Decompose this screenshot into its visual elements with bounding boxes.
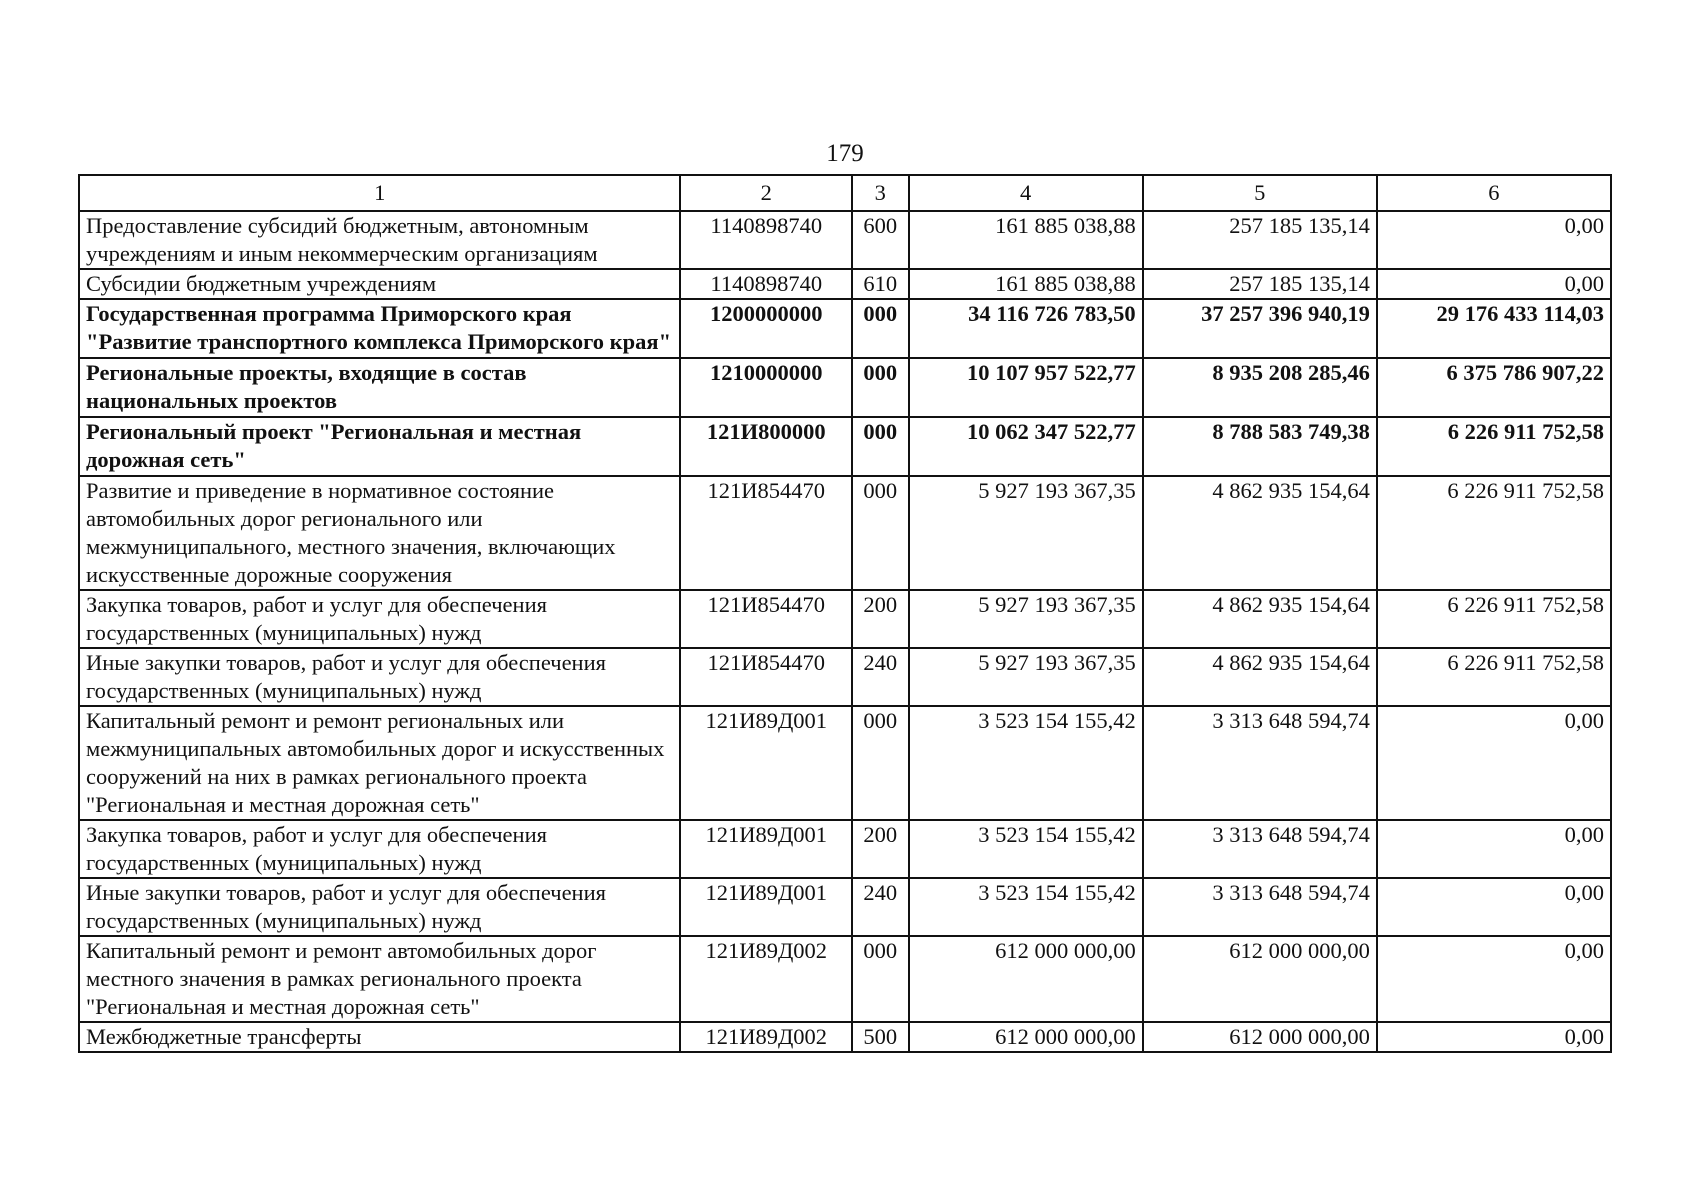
- row-amount-5-cell: 3 313 648 594,74: [1143, 820, 1377, 878]
- row-amount-4-cell: 161 885 038,88: [909, 211, 1143, 269]
- row-type-cell: 000: [852, 476, 909, 590]
- row-amount-6-cell: 6 226 911 752,58: [1377, 476, 1611, 590]
- row-amount-4-cell: 34 116 726 783,50: [909, 299, 1143, 358]
- row-amount-5-cell: 257 185 135,14: [1143, 269, 1377, 299]
- row-type-cell: 240: [852, 878, 909, 936]
- table-row: [79, 269, 1611, 299]
- row-amount-4-cell: 10 107 957 522,77: [909, 358, 1143, 417]
- row-type-cell: 610: [852, 269, 909, 299]
- row-amount-4-cell: 5 927 193 367,35: [909, 648, 1143, 706]
- row-amount-5-cell: 8 788 583 749,38: [1143, 417, 1377, 476]
- row-amount-4-cell: 612 000 000,00: [909, 936, 1143, 1022]
- row-amount-5-cell: 612 000 000,00: [1143, 936, 1377, 1022]
- row-type-cell: 000: [852, 706, 909, 820]
- row-name-cell: Региональный проект "Региональная и местная дорожная сеть": [79, 417, 680, 476]
- row-amount-5-cell: 4 862 935 154,64: [1143, 648, 1377, 706]
- row-amount-6-cell: 0,00: [1377, 1022, 1611, 1052]
- row-code-cell: 121И89Д001: [680, 820, 852, 878]
- row-type-cell: 000: [852, 358, 909, 417]
- row-amount-4-cell: 3 523 154 155,42: [909, 706, 1143, 820]
- row-code-cell: 1140898740: [680, 269, 852, 299]
- row-amount-6-cell: 6 226 911 752,58: [1377, 417, 1611, 476]
- column-header-code: 2: [680, 175, 852, 211]
- row-name-cell: Капитальный ремонт и ремонт региональных или межмуниципальных автомобильных дорог и искусственных сооружений на них в рамках регионального проекта "Региональная и местная дорожная сеть": [79, 706, 680, 820]
- row-type-cell: 000: [852, 936, 909, 1022]
- row-amount-5-cell: 3 313 648 594,74: [1143, 878, 1377, 936]
- row-amount-6-cell: 6 375 786 907,22: [1377, 358, 1611, 417]
- row-amount-5-cell: 37 257 396 940,19: [1143, 299, 1377, 358]
- row-amount-6-cell: 29 176 433 114,03: [1377, 299, 1611, 358]
- row-amount-4-cell: 5 927 193 367,35: [909, 476, 1143, 590]
- row-code-cell: 121И854470: [680, 476, 852, 590]
- row-name-cell: Субсидии бюджетным учреждениям: [79, 269, 680, 299]
- row-code-cell: 121И854470: [680, 648, 852, 706]
- row-name-cell: Закупка товаров, работ и услуг для обеспечения государственных (муниципальных) нужд: [79, 820, 680, 878]
- row-name-cell: Иные закупки товаров, работ и услуг для обеспечения государственных (муниципальных) нужд: [79, 878, 680, 936]
- row-amount-6-cell: 0,00: [1377, 706, 1611, 820]
- page-number: 179: [826, 140, 864, 167]
- row-amount-6-cell: 0,00: [1377, 878, 1611, 936]
- row-amount-6-cell: 0,00: [1377, 820, 1611, 878]
- row-amount-4-cell: 612 000 000,00: [909, 1022, 1143, 1052]
- row-amount-6-cell: 0,00: [1377, 936, 1611, 1022]
- table-row: [79, 648, 1611, 706]
- column-header-amount-6: 6: [1377, 175, 1611, 211]
- row-name-cell: Иные закупки товаров, работ и услуг для обеспечения государственных (муниципальных) нужд: [79, 648, 680, 706]
- row-name-cell: Капитальный ремонт и ремонт автомобильных дорог местного значения в рамках регионального проекта "Региональная и местная дорожная сеть": [79, 936, 680, 1022]
- table-row: [79, 476, 1611, 590]
- row-name-cell: Предоставление субсидий бюджетным, автономным учреждениям и иным некоммерческим организациям: [79, 211, 680, 269]
- row-amount-6-cell: 6 226 911 752,58: [1377, 648, 1611, 706]
- row-name-cell: Региональные проекты, входящие в состав национальных проектов: [79, 358, 680, 417]
- row-type-cell: 200: [852, 590, 909, 648]
- row-name-cell: Закупка товаров, работ и услуг для обеспечения государственных (муниципальных) нужд: [79, 590, 680, 648]
- row-name-cell: Развитие и приведение в нормативное состояние автомобильных дорог регионального или межмуниципального, местного значения, включающих искусственные дорожные сооружения: [79, 476, 680, 590]
- row-code-cell: 121И89Д001: [680, 878, 852, 936]
- table-body: [79, 211, 1611, 1052]
- table-row: [79, 1022, 1611, 1052]
- row-code-cell: 121И854470: [680, 590, 852, 648]
- row-name-cell: Государственная программа Приморского края "Развитие транспортного комплекса Приморского края": [79, 299, 680, 358]
- row-amount-6-cell: 6 226 911 752,58: [1377, 590, 1611, 648]
- header-row: [79, 175, 1611, 211]
- row-amount-6-cell: 0,00: [1377, 269, 1611, 299]
- table-row: [79, 878, 1611, 936]
- table-row: [79, 299, 1611, 358]
- row-name-cell: Межбюджетные трансферты: [79, 1022, 680, 1052]
- budget-table: [78, 174, 1612, 1053]
- row-code-cell: 1140898740: [680, 211, 852, 269]
- row-code-cell: 1210000000: [680, 358, 852, 417]
- row-amount-5-cell: 3 313 648 594,74: [1143, 706, 1377, 820]
- row-code-cell: 121И89Д002: [680, 1022, 852, 1052]
- row-code-cell: 121И89Д001: [680, 706, 852, 820]
- column-header-type: 3: [852, 175, 909, 211]
- row-type-cell: 240: [852, 648, 909, 706]
- column-header-name: 1: [79, 175, 680, 211]
- column-header-amount-4: 4: [909, 175, 1143, 211]
- row-type-cell: 600: [852, 211, 909, 269]
- table-row: [79, 590, 1611, 648]
- table-row: [79, 820, 1611, 878]
- row-code-cell: 121И800000: [680, 417, 852, 476]
- table-row: [79, 417, 1611, 476]
- row-amount-5-cell: 612 000 000,00: [1143, 1022, 1377, 1052]
- row-amount-5-cell: 4 862 935 154,64: [1143, 590, 1377, 648]
- row-amount-4-cell: 3 523 154 155,42: [909, 878, 1143, 936]
- row-amount-4-cell: 10 062 347 522,77: [909, 417, 1143, 476]
- table-row: [79, 211, 1611, 269]
- row-amount-4-cell: 161 885 038,88: [909, 269, 1143, 299]
- table-row: [79, 358, 1611, 417]
- row-amount-5-cell: 8 935 208 285,46: [1143, 358, 1377, 417]
- table-row: [79, 706, 1611, 820]
- row-code-cell: 121И89Д002: [680, 936, 852, 1022]
- column-header-amount-5: 5: [1143, 175, 1377, 211]
- row-type-cell: 500: [852, 1022, 909, 1052]
- table-row: [79, 936, 1611, 1022]
- row-amount-5-cell: 257 185 135,14: [1143, 211, 1377, 269]
- row-code-cell: 1200000000: [680, 299, 852, 358]
- row-amount-4-cell: 5 927 193 367,35: [909, 590, 1143, 648]
- row-amount-5-cell: 4 862 935 154,64: [1143, 476, 1377, 590]
- row-type-cell: 000: [852, 417, 909, 476]
- row-type-cell: 000: [852, 299, 909, 358]
- row-amount-4-cell: 3 523 154 155,42: [909, 820, 1143, 878]
- row-amount-6-cell: 0,00: [1377, 211, 1611, 269]
- row-type-cell: 200: [852, 820, 909, 878]
